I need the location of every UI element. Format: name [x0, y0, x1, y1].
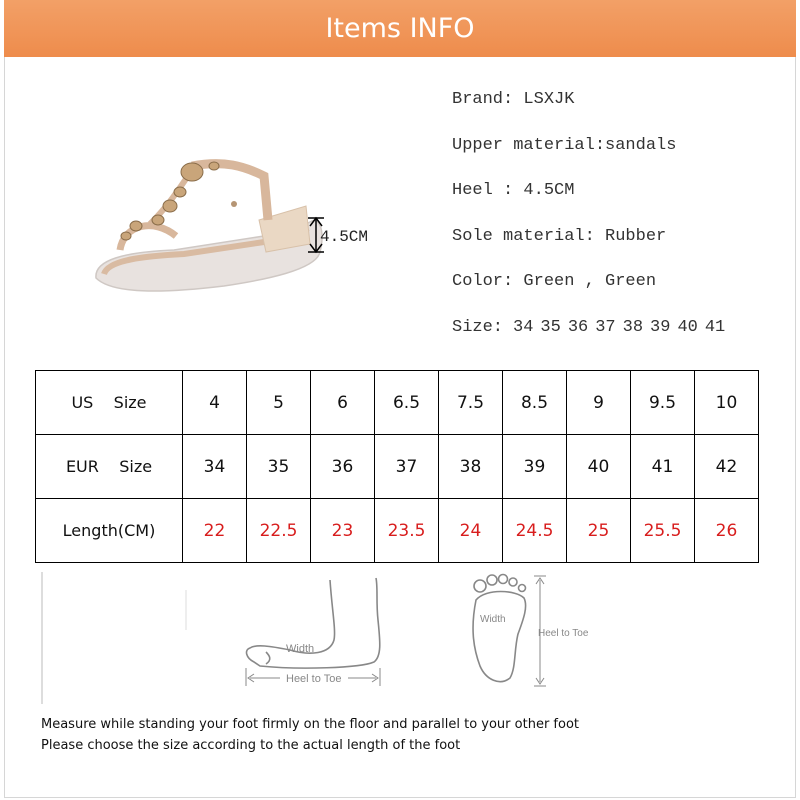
table-cell: 6 — [311, 371, 375, 435]
spec-sole-material: Sole material: Rubber — [452, 226, 667, 246]
heel-to-toe-label-sole: Heel to Toe — [538, 628, 589, 639]
table-cell: 35 — [247, 435, 311, 499]
spec-size-value: 36 — [567, 317, 589, 337]
heel-to-toe-label-side: Heel to Toe — [286, 673, 342, 685]
table-cell: 7.5 — [439, 371, 503, 435]
items-info-banner — [4, 0, 796, 57]
spec-size-prefix: Size: — [452, 317, 504, 337]
table-cell: 24 — [439, 499, 503, 563]
table-cell: 37 — [375, 435, 439, 499]
spec-sizes — [452, 316, 732, 362]
table-cell: 36 — [311, 435, 375, 499]
table-cell: 10 — [695, 371, 759, 435]
table-row-us — [36, 371, 759, 435]
size-chart-table — [35, 370, 759, 563]
table-cell: 41 — [631, 435, 695, 499]
spec-size-value: 39 — [650, 317, 671, 337]
row-label: EUR Size — [36, 435, 183, 499]
table-cell: 39 — [503, 435, 567, 499]
spec-heel: Heel : 4.5CM — [452, 181, 575, 200]
table-cell: 40 — [567, 435, 631, 499]
measurement-notes — [41, 714, 579, 756]
spec-size-value: 38 — [622, 317, 644, 337]
table-cell: 9 — [567, 371, 631, 435]
table-cell: 34 — [183, 435, 247, 499]
table-cell: 6.5 — [375, 371, 439, 435]
product-specs — [452, 88, 732, 361]
table-cell: 42 — [695, 435, 759, 499]
table-cell: 26 — [695, 499, 759, 563]
row-label: Length(CM) — [36, 499, 183, 563]
table-row-eur — [36, 435, 759, 499]
table-cell: 22.5 — [247, 499, 311, 563]
table-cell: 5 — [247, 371, 311, 435]
spec-size-value: 35 — [540, 317, 561, 337]
table-cell: 24.5 — [503, 499, 567, 563]
spec-brand: Brand: LSXJK — [452, 90, 575, 109]
sandal-product-image — [84, 140, 384, 310]
table-cell: 9.5 — [631, 371, 695, 435]
spec-upper-material: Upper material:sandals — [452, 135, 677, 155]
table-cell: 23.5 — [375, 499, 439, 563]
spec-size-value: 40 — [677, 317, 698, 337]
spec-color: Color: Green , Green — [452, 272, 657, 291]
foot-measurement-diagram — [40, 570, 760, 710]
row-label: US Size — [36, 371, 183, 435]
table-row-length — [36, 499, 759, 563]
table-cell: 22 — [183, 499, 247, 563]
table-cell: 8.5 — [503, 371, 567, 435]
note-line-1: Measure while standing your foot firmly on the floor and parallel to your other foot — [41, 717, 579, 732]
width-label-sole: Width — [480, 614, 506, 625]
table-cell: 25 — [567, 499, 631, 563]
sole-foot-icon — [473, 575, 526, 682]
banner-title: Items INFO — [325, 13, 475, 44]
spec-size-value: 37 — [595, 317, 616, 337]
table-cell: 38 — [439, 435, 503, 499]
note-line-2: Please choose the size according to the actual length of the foot — [41, 738, 461, 753]
table-cell: 4 — [183, 371, 247, 435]
table-cell: 23 — [311, 499, 375, 563]
table-cell: 25.5 — [631, 499, 695, 563]
spec-size-value: 34 — [513, 317, 534, 337]
spec-size-value: 41 — [704, 317, 726, 337]
width-label-side: Width — [286, 643, 315, 655]
heel-height-label: 4.5CM — [320, 228, 369, 246]
